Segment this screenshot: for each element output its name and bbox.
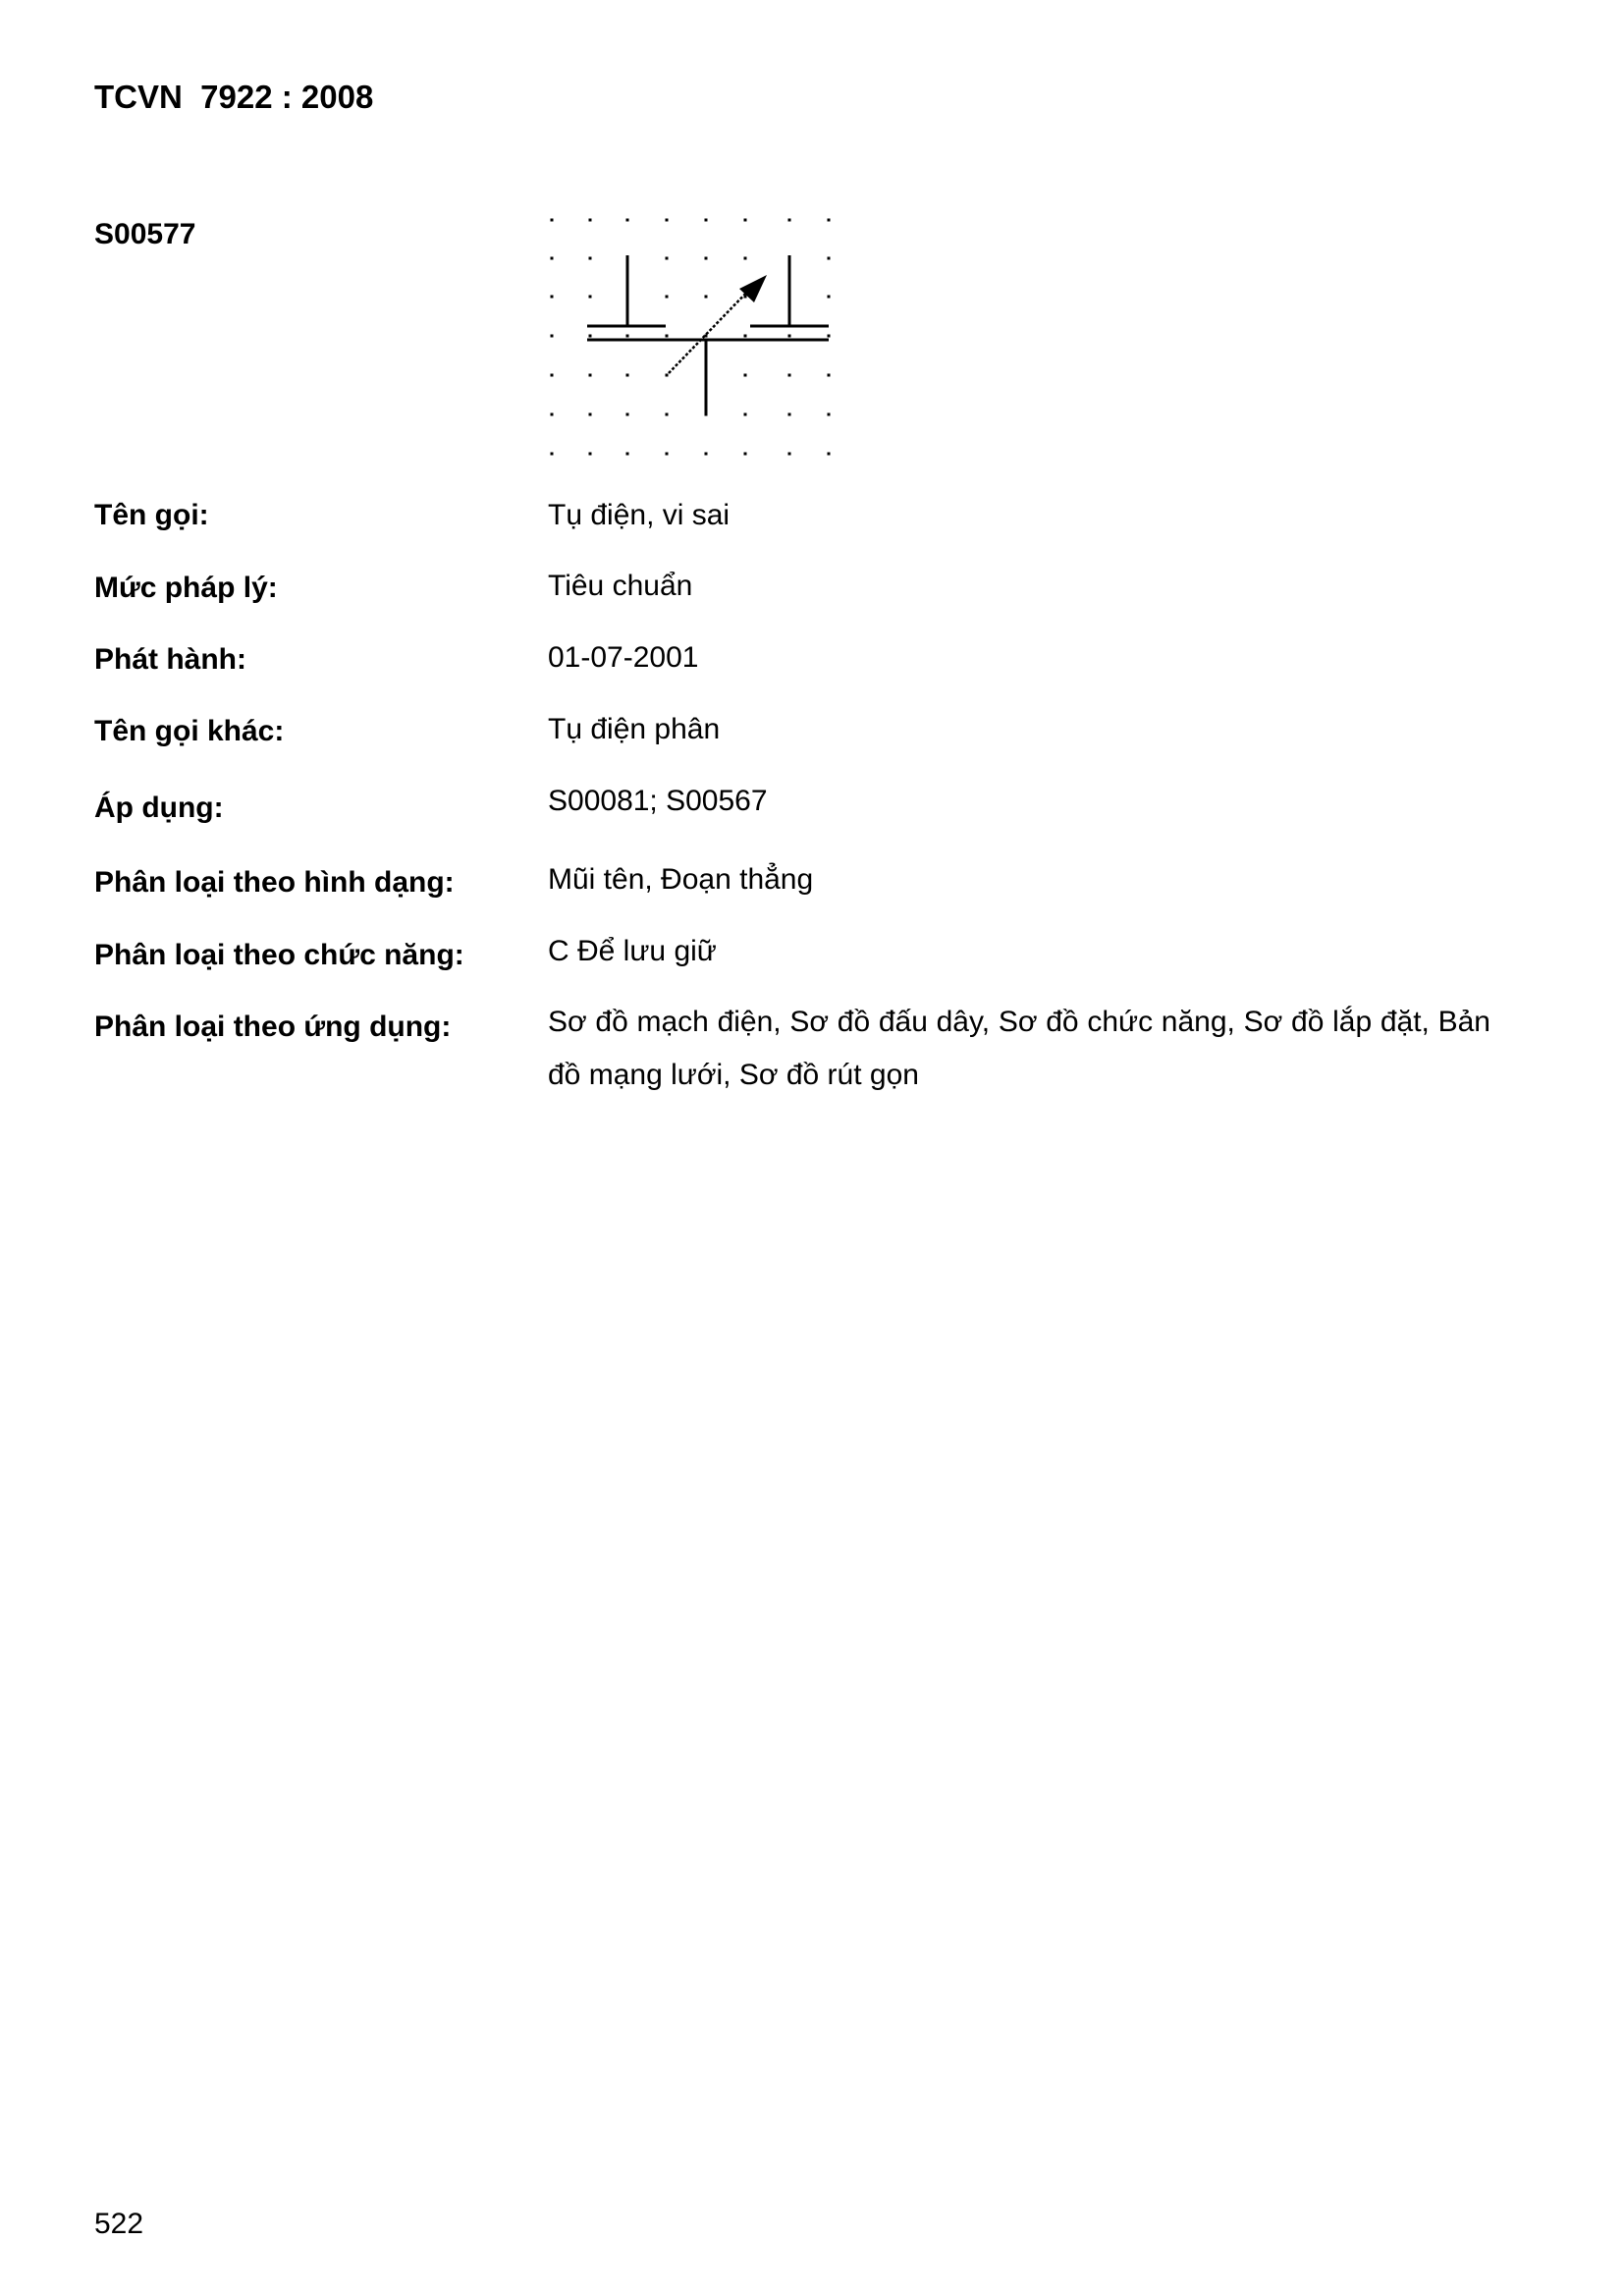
grid-dot [828,413,831,416]
prop-label-alias: Tên gọi khác: [94,715,285,747]
grid-dot [744,453,747,456]
grid-dot [626,413,629,416]
grid-dot [589,413,592,416]
grid-dot [626,335,629,338]
grid-dot [744,219,747,222]
grid-dot [551,257,554,260]
page-number: 522 [94,2208,144,2240]
grid-dot [626,219,629,222]
prop-value-name: Tụ điện, vi sai [548,499,731,531]
grid-dot [788,335,791,338]
grid-dot [788,219,791,222]
grid-dot [744,257,747,260]
grid-dot [589,296,592,299]
grid-dot [589,453,592,456]
grid-dot [705,219,708,222]
grid-dot [828,257,831,260]
grid-dot [666,296,669,299]
grid-dot [744,335,747,338]
grid-dot [551,374,554,377]
grid-dot [828,219,831,222]
grid-dot [551,296,554,299]
prop-value-function-class: C Để lưu giữ [548,935,717,967]
grid-dot [589,257,592,260]
prop-value-alias: Tụ điện phân [548,713,721,745]
grid-dot [744,413,747,416]
standard-code: TCVN 7922 : 2008 [94,79,374,115]
prop-label-application-class: Phân loại theo ứng dụng: [94,1011,452,1043]
prop-label-applies: Áp dụng: [94,792,224,824]
grid-dot [626,453,629,456]
grid-dot [551,413,554,416]
grid-dot [828,296,831,299]
prop-value-applies: S00081; S00567 [548,785,768,817]
symbol-id: S00577 [94,218,196,250]
grid-dot [551,335,554,338]
prop-label-shape-class: Phân loại theo hình dạng: [94,866,455,899]
capacitor-lines [587,255,829,414]
grid-dot [828,374,831,377]
grid-dot [666,335,669,338]
grid-dot [551,453,554,456]
grid-dot [666,219,669,222]
grid-dot [828,335,831,338]
grid-dot [551,219,554,222]
grid-dot [705,453,708,456]
prop-value-issued: 01-07-2001 [548,641,699,674]
arrow-head-icon [739,275,767,302]
grid-dot [666,374,669,377]
grid-dot [589,374,592,377]
prop-value-shape-class: Mũi tên, Đoạn thẳng [548,863,814,896]
grid-dot [705,257,708,260]
prop-label-issued: Phát hành: [94,643,246,676]
prop-label-name: Tên gọi: [94,499,209,531]
prop-label-function-class: Phân loại theo chức năng: [94,939,464,971]
grid-dot [589,335,592,338]
grid-dot [788,453,791,456]
grid-dot [666,453,669,456]
grid-dot [589,219,592,222]
prop-label-legal-level: Mức pháp lý: [94,572,278,604]
prop-value-legal-level: Tiêu chuẩn [548,570,693,602]
prop-value-application-class: Sơ đồ mạch điện, Sơ đồ đấu dây, Sơ đồ chức năng, Sơ đồ lắp đặt, Bản đồ mạng lưới, Sơ đồ rút gọn [548,1006,1490,1091]
grid-dot [788,374,791,377]
grid-dots [551,219,831,456]
adjustment-arrow [669,275,767,373]
grid-dot [666,413,669,416]
variable-differential-capacitor-icon [538,206,842,471]
grid-dot [666,257,669,260]
grid-dot [788,413,791,416]
grid-dot [828,453,831,456]
grid-dot [744,374,747,377]
grid-dot [705,296,708,299]
grid-dot [626,374,629,377]
